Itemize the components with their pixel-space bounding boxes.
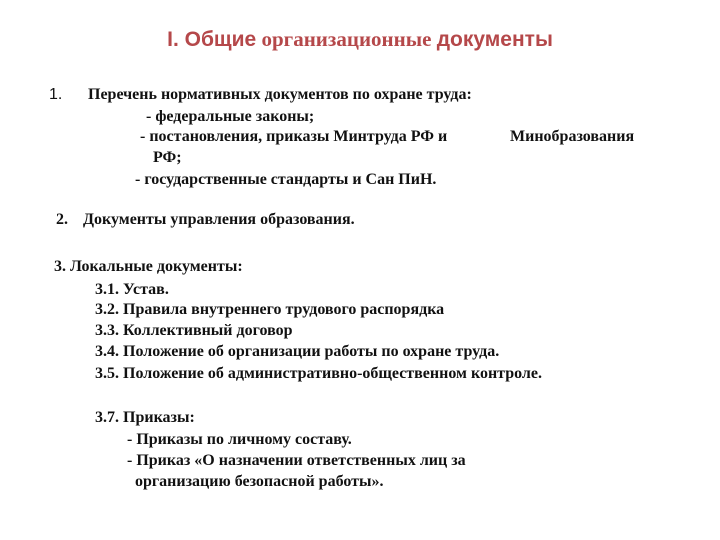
list-item: - Приказ «О назначении ответственных лиц за xyxy=(127,452,466,469)
list-item: 3.5. Положение об административно-общественном контроле. xyxy=(95,365,542,382)
section-1-number: 1. xyxy=(49,86,63,103)
title-part-3: документы xyxy=(436,28,553,51)
section-3-heading: 3. Локальные документы: xyxy=(54,258,243,275)
list-item: 3.3. Коллективный договор xyxy=(95,322,293,339)
list-item-continuation: Минобразования xyxy=(510,128,635,145)
orders-heading: 3.7. Приказы: xyxy=(95,409,195,426)
slide-title xyxy=(0,27,720,52)
list-item: - Приказы по личному составу. xyxy=(127,431,352,448)
list-item: - федеральные законы; xyxy=(146,108,315,125)
section-2-number: 2. xyxy=(56,211,68,228)
section-2-heading: Документы управления образования. xyxy=(83,211,355,228)
list-item: - постановления, приказы Минтруда РФ и xyxy=(140,128,448,145)
list-item: - государственные стандарты и Сан ПиН. xyxy=(135,171,437,188)
list-item: 3.2. Правила внутреннего трудового распорядка xyxy=(95,301,445,318)
list-item-wrap: РФ; xyxy=(153,149,182,166)
title-part-1: I. Общие xyxy=(167,28,257,51)
list-item-wrap: организацию безопасной работы». xyxy=(135,473,384,490)
section-1-heading: Перечень нормативных документов по охране труда: xyxy=(88,86,472,103)
title-part-2: организационные xyxy=(261,27,432,51)
list-item: 3.1. Устав. xyxy=(95,281,169,298)
list-item: 3.4. Положение об организации работы по охране труда. xyxy=(95,343,500,360)
